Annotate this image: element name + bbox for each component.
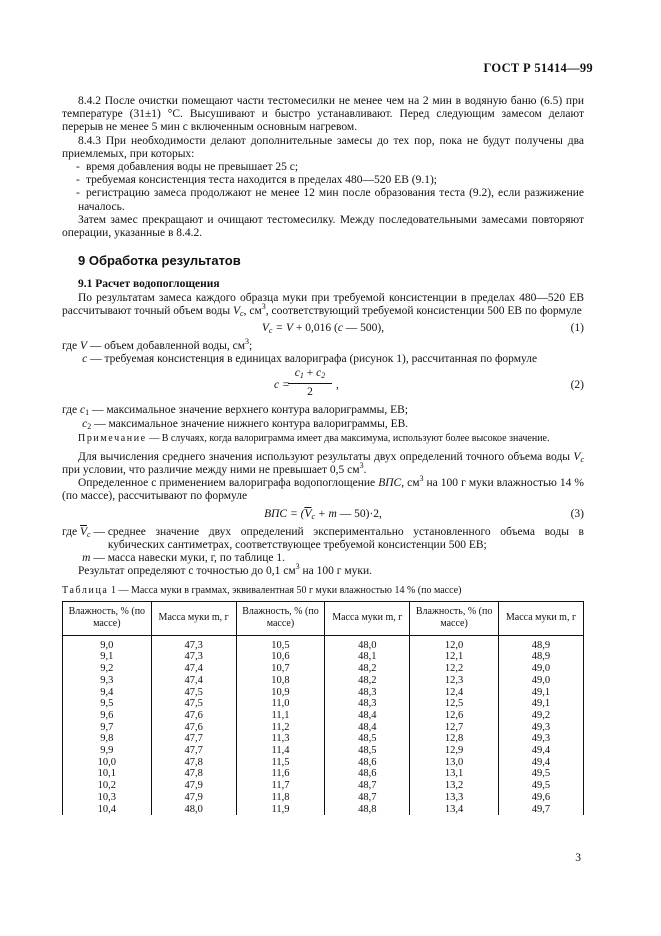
note <box>62 433 584 445</box>
table-cell: 12,1 <box>410 651 499 663</box>
table-cell: 11,3 <box>236 733 325 745</box>
table-row <box>63 651 584 663</box>
table-row <box>63 780 584 792</box>
section-9-1-title: 9.1 Расчет водопоглощения <box>78 278 220 291</box>
table-caption-label: Таблица <box>62 585 109 597</box>
table-cell: 47,5 <box>151 698 236 710</box>
table-cell: 11,8 <box>236 792 325 804</box>
table-cell: 48,0 <box>151 804 236 816</box>
table-cell: 49,4 <box>498 757 583 769</box>
table-cell: 9,3 <box>63 675 152 687</box>
formula-1-expression: $V_c = V + 0,016$ (c — 500), <box>261 322 385 336</box>
table-cell: 10,0 <box>63 757 152 769</box>
table-cell: 47,6 <box>151 722 236 734</box>
condition-text: требуемая консистенция теста находится в пределах 480—520 ЕВ (9.1); <box>86 174 437 187</box>
table-header-cell: Влажность, % (по массе) <box>236 601 325 635</box>
table-cell: 10,8 <box>236 675 325 687</box>
table-cell: 47,9 <box>151 792 236 804</box>
table-cell: 11,0 <box>236 698 325 710</box>
condition-item <box>62 174 584 187</box>
table-cell: 49,1 <box>498 698 583 710</box>
table-cell: 9,5 <box>63 698 152 710</box>
table-row <box>63 675 584 687</box>
table-row <box>63 745 584 757</box>
table-header-cell: Влажность, % (по массе) <box>410 601 499 635</box>
table-row <box>63 635 584 651</box>
table-cell: 49,7 <box>498 804 583 816</box>
table-cell: 48,9 <box>498 635 583 651</box>
table-cell: 10,1 <box>63 768 152 780</box>
paragraph-end: Затем замес прекращают и очищают тестомесилку. Между последовательными замесами повторяют операции, указанные в 8.4.2. <box>62 213 584 240</box>
table-cell: 10,7 <box>236 663 325 675</box>
table-cell: 10,2 <box>63 780 152 792</box>
table-cell: 47,7 <box>151 733 236 745</box>
note-label: Примечание <box>78 432 147 444</box>
condition-item <box>62 161 584 174</box>
condition-item <box>62 187 584 213</box>
conditions-list <box>62 161 584 214</box>
table-cell: 47,7 <box>151 745 236 757</box>
table-cell: 12,4 <box>410 687 499 699</box>
table-cell: 11,5 <box>236 757 325 769</box>
table-row <box>63 792 584 804</box>
table-row <box>63 768 584 780</box>
table-cell: 48,5 <box>325 733 410 745</box>
table-cell: 48,2 <box>325 675 410 687</box>
where-c2: $c_2$ — максимальное значение нижнего контура валориграммы, ЕВ. <box>82 417 409 431</box>
table-row <box>63 663 584 675</box>
condition-text: время добавления воды не превышает 25 с; <box>86 161 299 174</box>
table-cell: 49,0 <box>498 675 583 687</box>
table-cell: 47,4 <box>151 675 236 687</box>
table-cell: 47,3 <box>151 651 236 663</box>
table-cell: 13,0 <box>410 757 499 769</box>
table-cell: 10,6 <box>236 651 325 663</box>
table-cell: 49,4 <box>498 745 583 757</box>
table-cell: 47,4 <box>151 663 236 675</box>
table-header-cell: Масса муки m, г <box>498 601 583 635</box>
table-cell: 49,3 <box>498 733 583 745</box>
table-cell: 11,6 <box>236 768 325 780</box>
table-cell: 10,9 <box>236 687 325 699</box>
paragraph-average: Для вычисления среднего значения используют результаты двух определений точного объема воды $V_c$ при условии, что различие между ними не превышает 0,5 $см^3$. <box>62 450 584 477</box>
table-row <box>63 687 584 699</box>
paragraph-vps: Определенное с применением валориграфа водопоглощение ВПС, $см^3$ на 100 г муки влажностью 14 % (по массе), рассчитывают по формуле <box>62 474 584 503</box>
table-cell: 9,4 <box>63 687 152 699</box>
paragraph-8-4-2: 8.4.2 После очистки помещают части тестомесилки не менее чем на 2 мин в водяную баню (6.5) при температуре (31±1) °С. Высушивают и быстро устанавливают. Перед следующим замесом делают перерыв не менее 5 мин с включенным основным нагревом. <box>62 95 584 134</box>
table-header-cell: Масса муки m, г <box>151 601 236 635</box>
table-cell: 9,2 <box>63 663 152 675</box>
table-cell: 12,2 <box>410 663 499 675</box>
formula-2-lhs: c = <box>274 379 290 392</box>
table-caption <box>62 584 584 597</box>
section-9-title: 9 Обработка результатов <box>78 253 241 269</box>
table-cell: 47,9 <box>151 780 236 792</box>
table-cell: 10,3 <box>63 792 152 804</box>
table-cell: 9,7 <box>63 722 152 734</box>
where-vc-mean: где $\overline{V}_c$ — среднее значение двух определений экспериментально установленного объема воды в кубических сантиметрах, соответствующее требуемой консистенции 500 ЕВ; <box>62 525 584 551</box>
table-cell: 13,4 <box>410 804 499 816</box>
table-cell: 13,1 <box>410 768 499 780</box>
table-cell: 49,6 <box>498 792 583 804</box>
where-c: c — требуемая консистенция в единицах валориграфа (рисунок 1), рассчитанная по формуле <box>82 353 538 366</box>
table-cell: 49,5 <box>498 768 583 780</box>
table-cell: 49,0 <box>498 663 583 675</box>
table-cell: 48,4 <box>325 710 410 722</box>
table-row <box>63 733 584 745</box>
table-caption-text: 1 — Масса муки в граммах, эквивалентная 50 г муки влажностью 14 % (по массе) <box>110 585 462 597</box>
formula-2-numerator: $c_1 + c_2$ <box>288 367 332 383</box>
table-cell: 12,9 <box>410 745 499 757</box>
table-cell: 12,8 <box>410 733 499 745</box>
paragraph-9-1: По результатам замеса каждого образца муки при требуемой консистенции в пределах 480—520 ЕВ рассчитывают точный объем воды $V_c$, $см^3$, соответствующий требуемой консистенции 500 ЕВ по формуле <box>62 291 584 318</box>
formula-3-expression: ВПС = ($\overline{V}_c + m$ — 50)·2, <box>264 507 382 521</box>
table-cell: 48,3 <box>325 687 410 699</box>
table-cell: 48,1 <box>325 651 410 663</box>
formula-3-number: (3) <box>570 507 584 520</box>
dash-marker: - <box>76 174 80 187</box>
where-m: m — масса навески муки, г, по таблице 1. <box>82 552 286 565</box>
table-row <box>63 698 584 710</box>
table-header-row <box>63 601 584 635</box>
table-cell: 11,7 <box>236 780 325 792</box>
table-row <box>63 710 584 722</box>
table-cell: 11,4 <box>236 745 325 757</box>
table-cell: 11,1 <box>236 710 325 722</box>
paragraph-result: Результат определяют с точностью до 0,1 $см^3$ на 100 г муки. <box>78 562 372 578</box>
table-cell: 47,6 <box>151 710 236 722</box>
table-cell: 47,8 <box>151 768 236 780</box>
table-cell: 49,3 <box>498 722 583 734</box>
formula-1 <box>62 318 584 340</box>
table-cell: 9,0 <box>63 635 152 651</box>
table-cell: 12,0 <box>410 635 499 651</box>
table-cell: 13,3 <box>410 792 499 804</box>
table-cell: 48,2 <box>325 663 410 675</box>
table-cell: 11,9 <box>236 804 325 816</box>
page-number: 3 <box>575 852 581 864</box>
table-cell: 10,4 <box>63 804 152 816</box>
dash-marker: - <box>76 187 80 200</box>
table-cell: 47,8 <box>151 757 236 769</box>
table-cell: 10,5 <box>236 635 325 651</box>
table-cell: 48,8 <box>325 804 410 816</box>
table-cell: 9,8 <box>63 733 152 745</box>
document-header: ГОСТ Р 51414—99 <box>483 61 593 75</box>
formula-3 <box>62 504 584 526</box>
table-cell: 47,5 <box>151 687 236 699</box>
condition-text: регистрацию замеса продолжают не менее 12 мин после образования теста (9.2), если разжижение началось. <box>78 187 584 213</box>
table-cell: 12,6 <box>410 710 499 722</box>
table-cell: 48,6 <box>325 757 410 769</box>
formula-2-number: (2) <box>570 379 584 392</box>
dash-marker: - <box>76 161 80 174</box>
table-cell: 48,7 <box>325 780 410 792</box>
table-cell: 48,4 <box>325 722 410 734</box>
formula-2-tail: , <box>336 379 339 392</box>
table-cell: 49,1 <box>498 687 583 699</box>
table-body <box>63 635 584 815</box>
table-cell: 48,6 <box>325 768 410 780</box>
table-cell: 49,2 <box>498 710 583 722</box>
table-cell: 49,5 <box>498 780 583 792</box>
table-cell: 48,7 <box>325 792 410 804</box>
page-content <box>62 95 584 815</box>
table-row <box>63 804 584 816</box>
table-cell: 9,1 <box>63 651 152 663</box>
table-cell: 48,0 <box>325 635 410 651</box>
formula-1-number: (1) <box>570 322 584 335</box>
table-cell: 9,9 <box>63 745 152 757</box>
note-text: — В случаях, когда валориграмма имеет два максимума, используют более высокое значение. <box>149 432 550 444</box>
table-cell: 48,5 <box>325 745 410 757</box>
table-cell: 12,3 <box>410 675 499 687</box>
formula-2 <box>62 366 584 404</box>
table-cell: 13,2 <box>410 780 499 792</box>
table-header-cell: Влажность, % (по массе) <box>63 601 152 635</box>
mass-table <box>62 601 584 816</box>
table-cell: 12,7 <box>410 722 499 734</box>
table-row <box>63 757 584 769</box>
table-cell: 11,2 <box>236 722 325 734</box>
paragraph-8-4-3: 8.4.3 При необходимости делают дополнительные замесы до тех пор, пока не будут получены два приемлемых, при которых: <box>62 134 584 160</box>
table-row <box>63 722 584 734</box>
table-cell: 12,5 <box>410 698 499 710</box>
table-cell: 9,6 <box>63 710 152 722</box>
formula-2-denominator: 2 <box>307 386 313 399</box>
table-cell: 48,9 <box>498 651 583 663</box>
table-header-cell: Масса муки m, г <box>325 601 410 635</box>
where-v: где V — объем добавленной воды, $см^3$; <box>62 337 253 353</box>
table-cell: 48,3 <box>325 698 410 710</box>
where-c1: где $c_1$ — максимальное значение верхнего контура валориграммы, ЕВ; <box>62 404 409 418</box>
table-cell: 47,3 <box>151 635 236 651</box>
